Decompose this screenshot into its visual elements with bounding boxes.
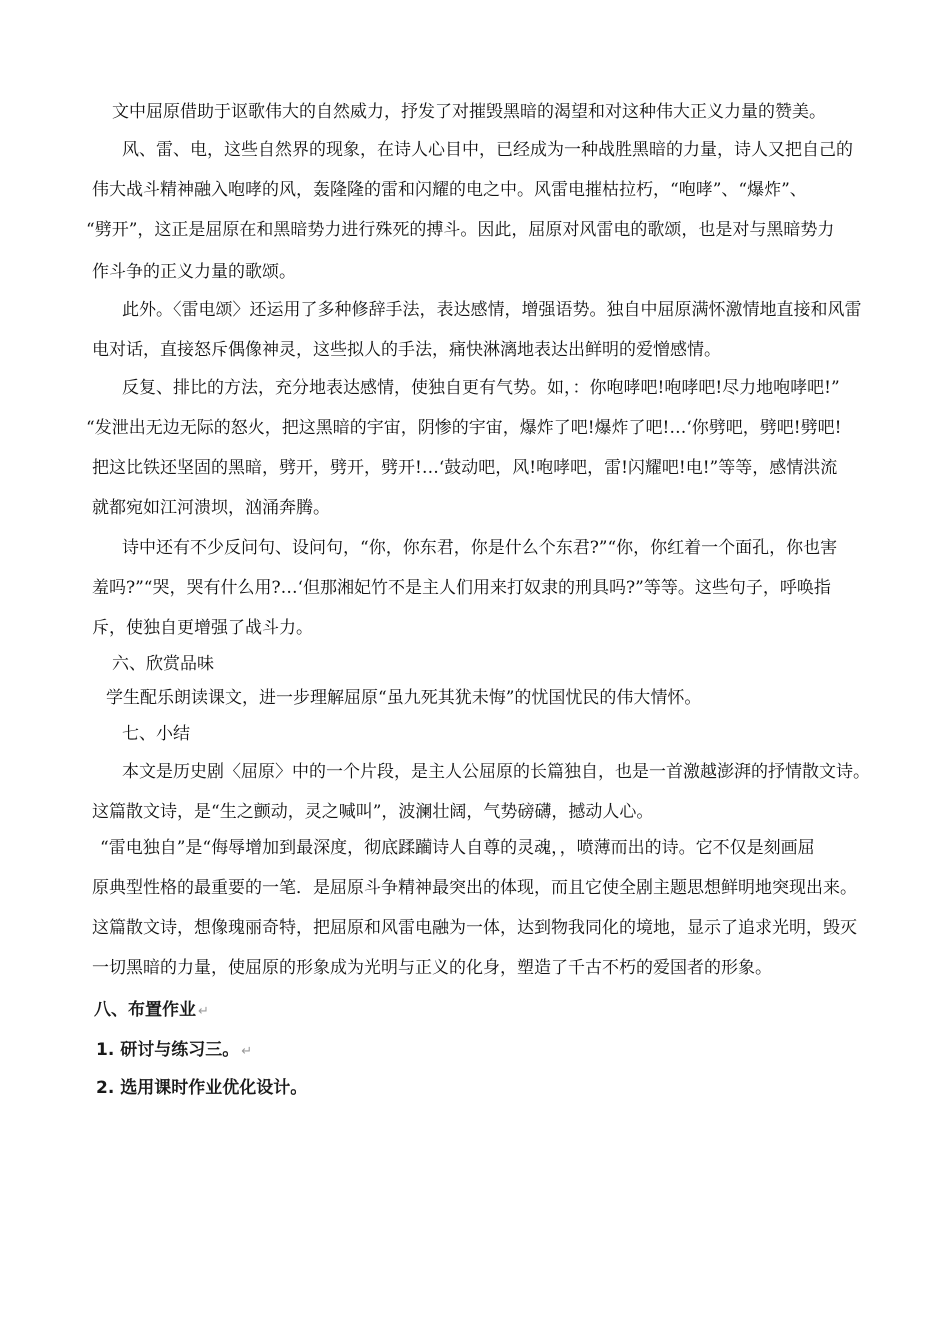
- body-line-19: 原典型性格的最重要的一笔．是屈原斗争精神最突出的体现，而且它使全剧主题思想鲜明地突现出来。: [92, 878, 857, 898]
- body-line-3: 伟大战斗精神融入咆哮的风，轰隆隆的雷和闪耀的电之中。风雷电摧枯拉朽，“咆哮”、“爆炸”、: [92, 180, 807, 200]
- body-line-16: 本文是历史剧〈屈原〉中的一个片段，是主人公屈原的长篇独自，也是一首激越澎湃的抒情散文诗。: [122, 762, 870, 782]
- body-line-10: 把这比铁还坚固的黑暗，劈开，劈开，劈开!…‘鼓动吧，风!咆哮吧，雷!闪耀吧!电!”等等，感情洪流: [92, 458, 838, 478]
- body-line-5: 作斗争的正义力量的歌颂。: [92, 262, 296, 282]
- homework-heading: 八、布置作业: [94, 1000, 196, 1020]
- return-mark-icon: ↵: [241, 1044, 253, 1059]
- body-line-18: “雷电独自”是“侮辱增加到最深度，彻底蹂躏诗人自尊的灵魂，，喷薄而出的诗。它不仅是刻画屈: [100, 838, 815, 858]
- section-heading-6: 六、欣赏品味: [112, 654, 214, 674]
- homework-item-1: 1. 研讨与练习三。: [96, 1040, 240, 1060]
- homework-item-line-1: [96, 1038, 252, 1064]
- body-line-2: 风、雷、电，这些自然界的现象，在诗人心目中，已经成为一种战胜黑暗的力量，诗人又把自己的: [122, 140, 853, 160]
- body-line-11: 就都宛如江河溃坝，汹涌奔腾。: [92, 498, 330, 518]
- body-line-14: 斥，使独自更增强了战斗力。: [92, 618, 313, 638]
- body-line-4: “劈开”，这正是屈原在和黑暗势力进行殊死的搏斗。因此，屈原对风雷电的歌颂，也是对与黑暗势力: [86, 220, 835, 240]
- body-line-1: 文中屈原借助于讴歌伟大的自然威力，抒发了对摧毁黑暗的渴望和对这种伟大正义力量的赞美。: [112, 102, 826, 122]
- body-line-15: 学生配乐朗读课文，进一步理解屈原“虽九死其犹未悔”的忧国忧民的伟大情怀。: [106, 688, 702, 708]
- body-line-17: 这篇散文诗，是“生之颤动，灵之喊叫”，波澜壮阔，气势磅礴，撼动人心。: [92, 802, 654, 822]
- body-line-9: “发泄出无边无际的怒火，把这黑暗的宇宙，阴惨的宇宙，爆炸了吧!爆炸了吧!…‘你劈吧，劈吧!劈吧!: [86, 418, 842, 438]
- body-line-6: 此外。〈雷电颂〉还运用了多种修辞手法，表达感情，增强语势。独自中屈原满怀激情地直接和风雷: [122, 300, 862, 320]
- body-line-13: 羞吗?”“哭，哭有什么用?…‘但那湘妃竹不是主人们用来打奴隶的刑具吗?”等等。这些句子，呼唤指: [92, 578, 831, 598]
- body-line-12: 诗中还有不少反问句、设问句，“你，你东君，你是什么个东君?”“你，你红着一个面孔，你也害: [122, 538, 838, 558]
- body-line-20: 这篇散文诗，想像瑰丽奇特，把屈原和风雷电融为一体，达到物我同化的境地，显示了追求光明，毁灭: [92, 918, 857, 938]
- homework-item-2: 2. 选用课时作业优化设计。: [96, 1078, 308, 1098]
- return-mark-icon: ↵: [198, 1004, 209, 1019]
- section-heading-7: 七、小结: [122, 724, 190, 744]
- homework-item-line-2: [96, 1076, 307, 1100]
- body-line-21: 一切黑暗的力量，使屈原的形象成为光明与正义的化身，塑造了千古不朽的爱国者的形象。: [92, 958, 772, 978]
- homework-heading-line: [94, 998, 209, 1024]
- body-line-7: 电对话，直接怒斥偶像神灵，这些拟人的手法，痛快淋漓地表达出鲜明的爱憎感情。: [92, 340, 721, 360]
- body-line-8: 反复、排比的方法，充分地表达感情，使独自更有气势。如，：你咆哮吧!咆哮吧!尽力地咆哮吧!”: [122, 378, 840, 398]
